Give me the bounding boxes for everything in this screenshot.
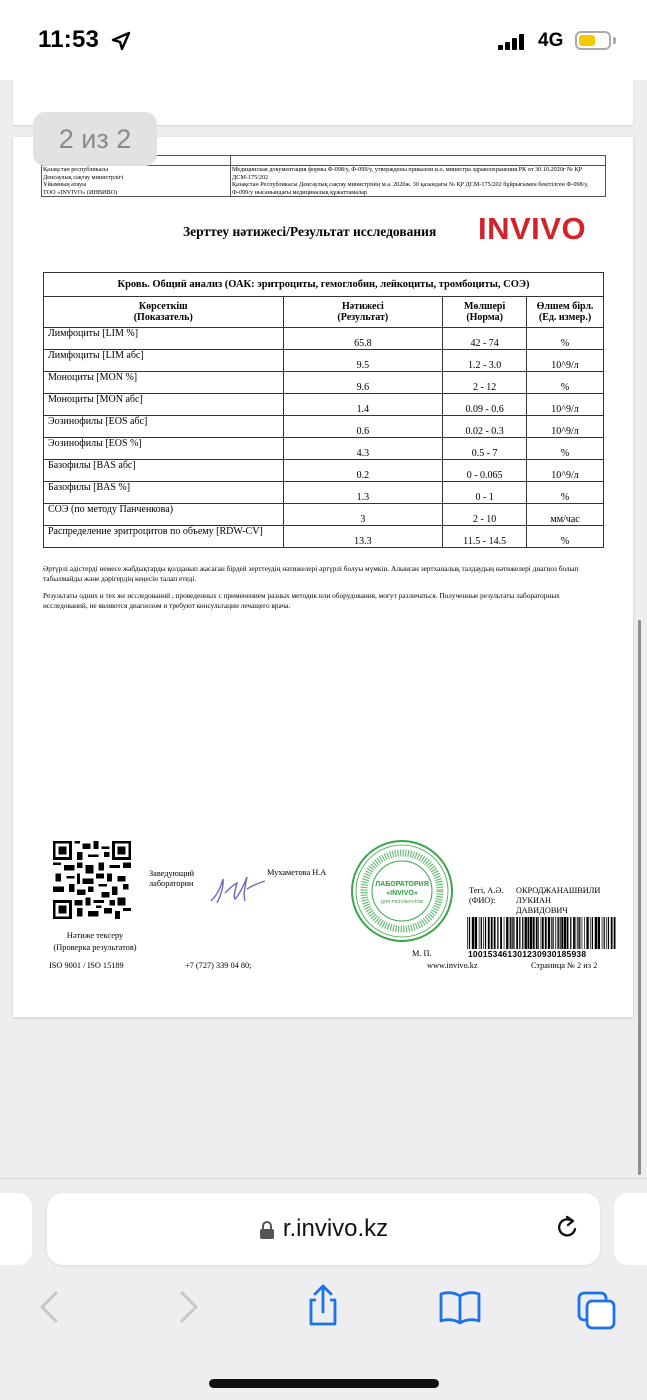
battery-level [579,35,595,46]
header-left-block: Қазақстан республикасы Денсаулық сақтау министрлігі Ұйымның атауы ТОО «INVIVO» (ИНВИВО) [43,166,124,196]
invivo-logo: INVIVO [478,211,587,246]
head-of-lab-label: Заведующий лаборатории [149,869,195,888]
header-indicator: Көрсеткіш (Показатель) [44,297,284,328]
address-bar[interactable] [47,1193,600,1265]
cellular-signal-icon [498,34,532,50]
iso-certification: ISO 9001 / ISO 15189 [49,961,124,970]
header-result: Нәтижесі (Результат) [283,297,443,328]
barcode-number: 100153461301230930185938 [468,949,587,959]
table-row: Моноциты [MON абс] 1.4 0.09 - 0.6 10^9/л [44,394,604,416]
document-title: Зерттеу нәтижесі/Результат исследования [183,224,437,239]
note-kazakh: Әртүрлі әдістерді немесе жабдықтарды қолданып жасаған бірдей зерттеудің нәтижелері әртүрлі болуы мүмкін. Алынған зертханалық талдаудың нәтижелері диагноз болып табылмайды және дәрігердің кеңесін талап етеді. [43,564,579,583]
table-row: Лимфоциты [LIM абс] 9.5 1.2 - 3.0 10^9/л [44,350,604,372]
svg-text:ДЛЯ РЕЗУЛЬТАТОВ: ДЛЯ РЕЗУЛЬТАТОВ [380,899,424,904]
document-page[interactable] [13,137,633,1017]
network-type: 4G [538,30,564,51]
forward-icon[interactable] [176,1290,202,1324]
table-row: СОЭ (по методу Панченкова) 3 2 - 10 мм/час [44,504,604,526]
table-row: Эозинофилы [EOS %] 4.3 0.5 - 7 % [44,438,604,460]
tabs-icon[interactable] [576,1290,618,1330]
bookmarks-icon[interactable] [438,1290,482,1326]
svg-text:ЛАБОРАТОРИЯ: ЛАБОРАТОРИЯ [375,881,429,888]
results-table [43,272,604,548]
battery-icon [575,31,611,50]
table-row: Моноциты [MON %] 9.6 2 - 12 % [44,372,604,394]
next-tab-peek[interactable] [614,1193,647,1265]
svg-text:«INVIVO»: «INVIVO» [386,890,418,897]
signature-icon [207,865,267,909]
table-row: Распределение эритроцитов по объему [RDW-CV] 13.3 11.5 - 14.5 % [44,526,604,548]
header-unit: Өлшем бірл. (Ед. измер.) [527,297,604,328]
lock-icon [259,1220,275,1240]
table-row: Эозинофилы [EOS абс] 0.6 0.02 - 0.3 10^9/л [44,416,604,438]
status-bar [0,0,647,80]
table-header-row [44,297,604,328]
seal-place-label: М. П. [412,949,432,958]
note-russian: Результаты одних и тех же исследований , проведенных с применением разных методик или оборудования, могут различаться. Полученные результаты лабораторных исследований, не являются диагнозом и требуют консультации лечащего врача. [43,591,560,610]
home-indicator [209,1379,439,1388]
qr-caption: Нәтиже тексеру (Проверка результатов) [53,931,137,952]
head-of-lab-name: Мухаметова Н.А [267,868,327,877]
scrollbar[interactable] [638,620,641,1175]
table-row: Базофилы [BAS %] 1.3 0 - 1 % [44,482,604,504]
table-caption: Кровь. Общий анализ (ОАК: эритроциты, гемоглобин, лейкоциты, тромбоциты, СОЭ) [44,273,604,297]
status-time: 11:53 [38,26,100,53]
location-arrow-icon [110,30,132,52]
share-icon[interactable] [305,1284,341,1328]
qr-code-icon [53,841,131,919]
url-text[interactable]: r.invivo.kz [282,1215,389,1242]
table-row: Базофилы [BAS абс] 0.2 0 - 0.065 10^9/л [44,460,604,482]
header-right-block: Медицинская документация формы Ф-098/у, Ф-099/у, утверждены приказом и.о. министра здравоохранения РК от 30.10.2020г № ҚР ДСМ-175/202 Қазақстан Республикасы Денсаулық сақтау министрінің м.а. 2020ж. 30 қазандағы № ҚР ДСМ-175/202 бұйрығымен бекітілген Ф-098/у, Ф-099/у нысанындағы медициналық құжаттамалар [232,166,589,196]
header-norm: Мөлшері (Норма) [443,297,527,328]
previous-tab-peek[interactable] [0,1193,32,1265]
page-number: Страница № 2 из 2 [531,961,598,970]
table-row: Лимфоциты [LIM %] 65.8 42 - 74 % [44,328,604,350]
laboratory-stamp-icon [350,839,454,943]
reload-icon[interactable] [552,1213,582,1243]
lab-phone: +7 (727) 339 04 80; [185,961,252,970]
barcode-icon [466,917,618,949]
page-indicator: 2 из 2 [33,112,157,166]
back-icon[interactable] [36,1290,62,1324]
lab-website: www.invivo.kz [427,961,478,970]
patient-name: ОКРОДЖАНАШВИЛИ ЛУКИАН ДАВИДОВИЧ [516,886,601,915]
patient-label: Тегі, А.Ә. (ФИО): [469,886,504,905]
